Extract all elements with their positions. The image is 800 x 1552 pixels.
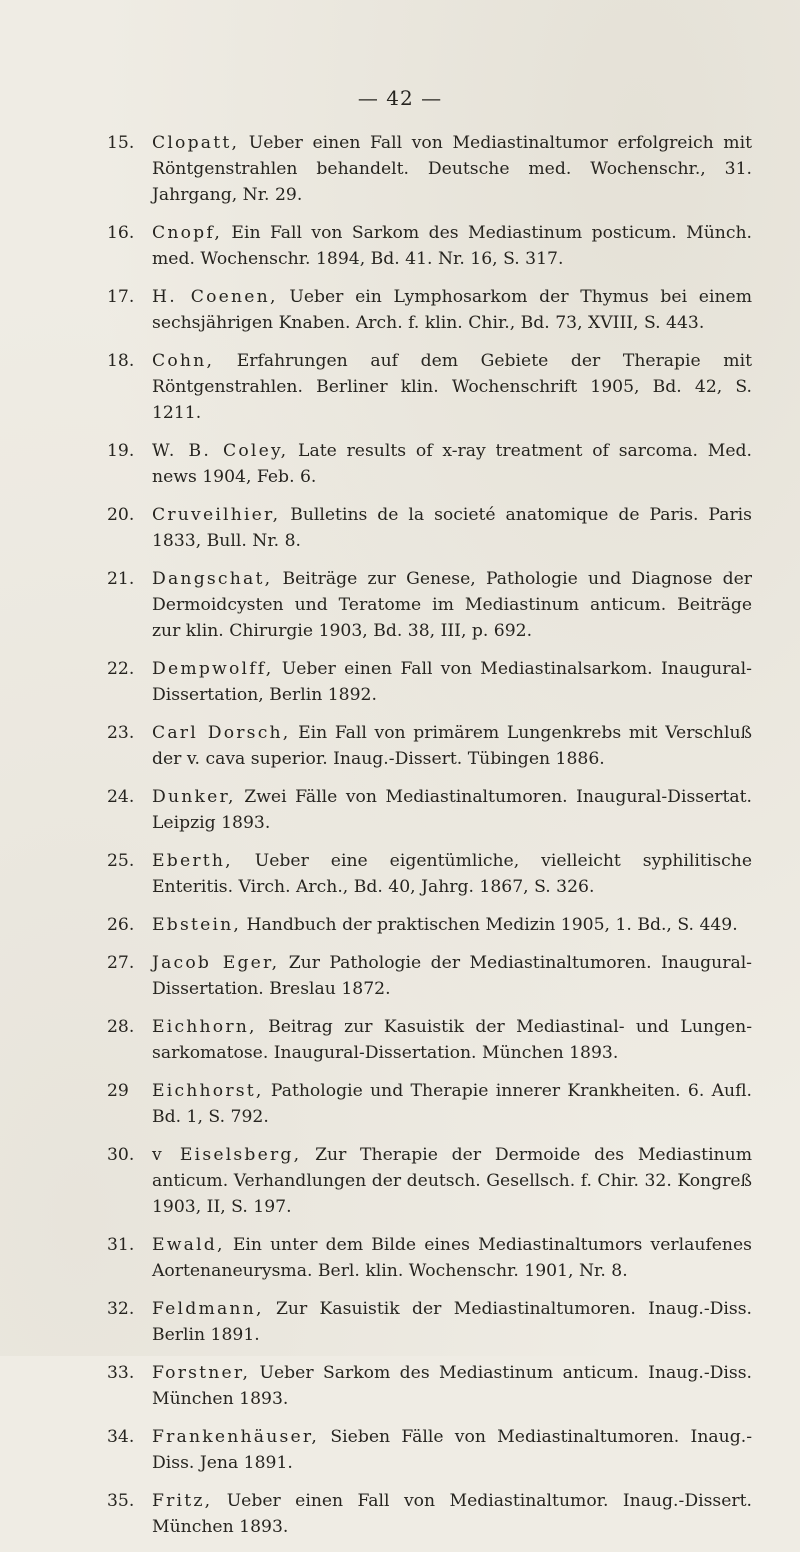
reference-number: 32. bbox=[107, 1299, 135, 1319]
reference-number: 16. bbox=[107, 223, 135, 243]
reference-author: Ebstein, bbox=[152, 915, 242, 935]
reference-author: Eichhorn, bbox=[152, 1017, 257, 1037]
reference-text: Ueber eine eigentümliche, vielleicht syphilitische Enteritis. Virch. Arch., Bd. 40, Jahrg. 1867, S. 326. bbox=[152, 851, 752, 897]
reference-author: Fritz, bbox=[152, 1491, 213, 1511]
reference-text: Ueber ein Lymphosarkom der Thymus bei einem sechsjährigen Knaben. Arch. f. klin. Chir., Bd. 73, XVIII, S. 443. bbox=[152, 287, 752, 333]
reference-text: Ueber Sarkom des Mediastinum anticum. Inaug.-Diss. München 1893. bbox=[152, 1363, 753, 1409]
reference-item bbox=[107, 220, 752, 272]
reference-item bbox=[107, 848, 752, 900]
reference-number: 19. bbox=[107, 441, 135, 461]
reference-item bbox=[107, 1360, 752, 1412]
reference-text: Ein unter dem Bilde eines Mediastinaltumors verlaufenes Aortenaneurysma. Berl. klin. Wochenschr. 1901, Nr. 8. bbox=[152, 1235, 752, 1281]
reference-number: 21. bbox=[107, 569, 135, 589]
reference-item bbox=[107, 1424, 752, 1476]
reference-text: Zur Therapie der Dermoide des Mediastinum anticum. Verhandlungen der deutsch. Gesellsch. f. Chir. 32. Kongreß 1903, II, S. 197. bbox=[152, 1145, 752, 1217]
reference-number: 17. bbox=[107, 287, 135, 307]
reference-author: H. Coenen, bbox=[152, 287, 278, 307]
reference-text: Beiträge zur Genese, Pathologie und Diagnose der Dermoidcysten und Teratome im Mediastinum anticum. Beiträge zur klin. Chirurgie 1903, Bd. 38, III, p. 692. bbox=[152, 569, 752, 641]
reference-author: Ewald, bbox=[152, 1235, 225, 1255]
reference-author: Forstner, bbox=[152, 1363, 251, 1383]
reference-item bbox=[107, 656, 752, 708]
reference-number: 31. bbox=[107, 1235, 135, 1255]
reference-text: Late results of x-ray treatment of sarcoma. Med. news 1904, Feb. 6. bbox=[152, 441, 752, 487]
reference-text: Beitrag zur Kasuistik der Mediastinal- und Lungen-sarkomatose. Inaugural-Dissertation. München 1893. bbox=[152, 1017, 753, 1063]
reference-item bbox=[107, 1142, 752, 1220]
reference-number: 22. bbox=[107, 659, 135, 679]
reference-item bbox=[107, 784, 752, 836]
reference-author: Jacob Eger, bbox=[152, 953, 280, 973]
reference-item bbox=[107, 912, 752, 938]
reference-number: 18. bbox=[107, 351, 135, 371]
reference-number: 25. bbox=[107, 851, 135, 871]
reference-item bbox=[107, 130, 752, 208]
reference-text: Sieben Fälle von Mediastinaltumoren. Inaug.-Diss. Jena 1891. bbox=[152, 1427, 752, 1473]
reference-item bbox=[107, 1232, 752, 1284]
reference-text: Handbuch der praktischen Medizin 1905, 1. Bd., S. 449. bbox=[246, 915, 738, 935]
reference-author: Carl Dorsch, bbox=[152, 723, 291, 743]
page-number: — 42 — bbox=[357, 86, 443, 110]
reference-item bbox=[107, 502, 752, 554]
reference-item bbox=[107, 1078, 752, 1130]
reference-text: Zur Pathologie der Mediastinaltumoren. Inaugural-Dissertation. Breslau 1872. bbox=[152, 953, 752, 999]
reference-number: 29 bbox=[107, 1081, 129, 1101]
reference-number: 33. bbox=[107, 1363, 135, 1383]
reference-author: W. B. Coley, bbox=[152, 441, 289, 461]
reference-text: Ueber einen Fall von Mediastinalsarkom. Inaugural-Dissertation, Berlin 1892. bbox=[152, 659, 752, 705]
reference-author: Eichhorst, bbox=[152, 1081, 264, 1101]
reference-number: 27. bbox=[107, 953, 135, 973]
reference-number: 35. bbox=[107, 1491, 135, 1511]
reference-number: 15. bbox=[107, 133, 135, 153]
reference-text: Pathologie und Therapie innerer Krankheiten. 6. Aufl. Bd. 1, S. 792. bbox=[152, 1081, 753, 1127]
reference-item bbox=[107, 438, 752, 490]
reference-item bbox=[107, 284, 752, 336]
reference-author: Feldmann, bbox=[152, 1299, 264, 1319]
reference-author: Clopatt, bbox=[152, 133, 240, 153]
reference-author: Cnopf, bbox=[152, 223, 222, 243]
reference-author: Frankenhäuser, bbox=[152, 1427, 320, 1447]
reference-author: v Eiselsberg, bbox=[152, 1145, 302, 1165]
reference-item bbox=[107, 720, 752, 772]
reference-text: Erfahrungen auf dem Gebiete der Therapie mit Röntgenstrahlen. Berliner klin. Wochenschrift 1905, Bd. 42, S. 1211. bbox=[152, 351, 752, 423]
reference-text: Zur Kasuistik der Mediastinaltumoren. Inaug.-Diss. Berlin 1891. bbox=[152, 1299, 753, 1345]
reference-number: 26. bbox=[107, 915, 135, 935]
reference-author: Dangschat, bbox=[152, 569, 273, 589]
reference-item bbox=[107, 348, 752, 426]
reference-text: Bulletins de la societé anatomique de Paris. Paris 1833, Bull. Nr. 8. bbox=[152, 505, 752, 551]
reference-author: Eberth, bbox=[152, 851, 233, 871]
reference-number: 28. bbox=[107, 1017, 135, 1037]
reference-number: 20. bbox=[107, 505, 135, 525]
reference-text: Ein Fall von primärem Lungenkrebs mit Verschluß der v. cava superior. Inaug.-Dissert. Tübingen 1886. bbox=[152, 723, 752, 769]
reference-item bbox=[107, 566, 752, 644]
reference-author: Cruveilhier, bbox=[152, 505, 281, 525]
reference-author: Cohn, bbox=[152, 351, 215, 371]
reference-item bbox=[107, 1014, 752, 1066]
reference-item bbox=[107, 950, 752, 1002]
reference-list bbox=[107, 130, 752, 1552]
reference-number: 30. bbox=[107, 1145, 135, 1165]
reference-text: Ein Fall von Sarkom des Mediastinum posticum. Münch. med. Wochenschr. 1894, Bd. 41. Nr. 16, S. 317. bbox=[152, 223, 752, 269]
reference-text: Zwei Fälle von Mediastinaltumoren. Inaugural-Dissertat. Leipzig 1893. bbox=[152, 787, 752, 833]
reference-number: 34. bbox=[107, 1427, 135, 1447]
reference-text: Ueber einen Fall von Mediastinaltumor erfolgreich mit Röntgenstrahlen behandelt. Deutsche med. Wochenschr., 31. Jahrgang, Nr. 29. bbox=[152, 133, 752, 205]
reference-number: 23. bbox=[107, 723, 135, 743]
reference-author: Dempwolff, bbox=[152, 659, 274, 679]
reference-text: Ueber einen Fall von Mediastinaltumor. Inaug.-Dissert. München 1893. bbox=[152, 1491, 752, 1537]
reference-number: 24. bbox=[107, 787, 135, 807]
reference-item bbox=[107, 1296, 752, 1348]
reference-item bbox=[107, 1488, 752, 1540]
reference-author: Dunker, bbox=[152, 787, 236, 807]
